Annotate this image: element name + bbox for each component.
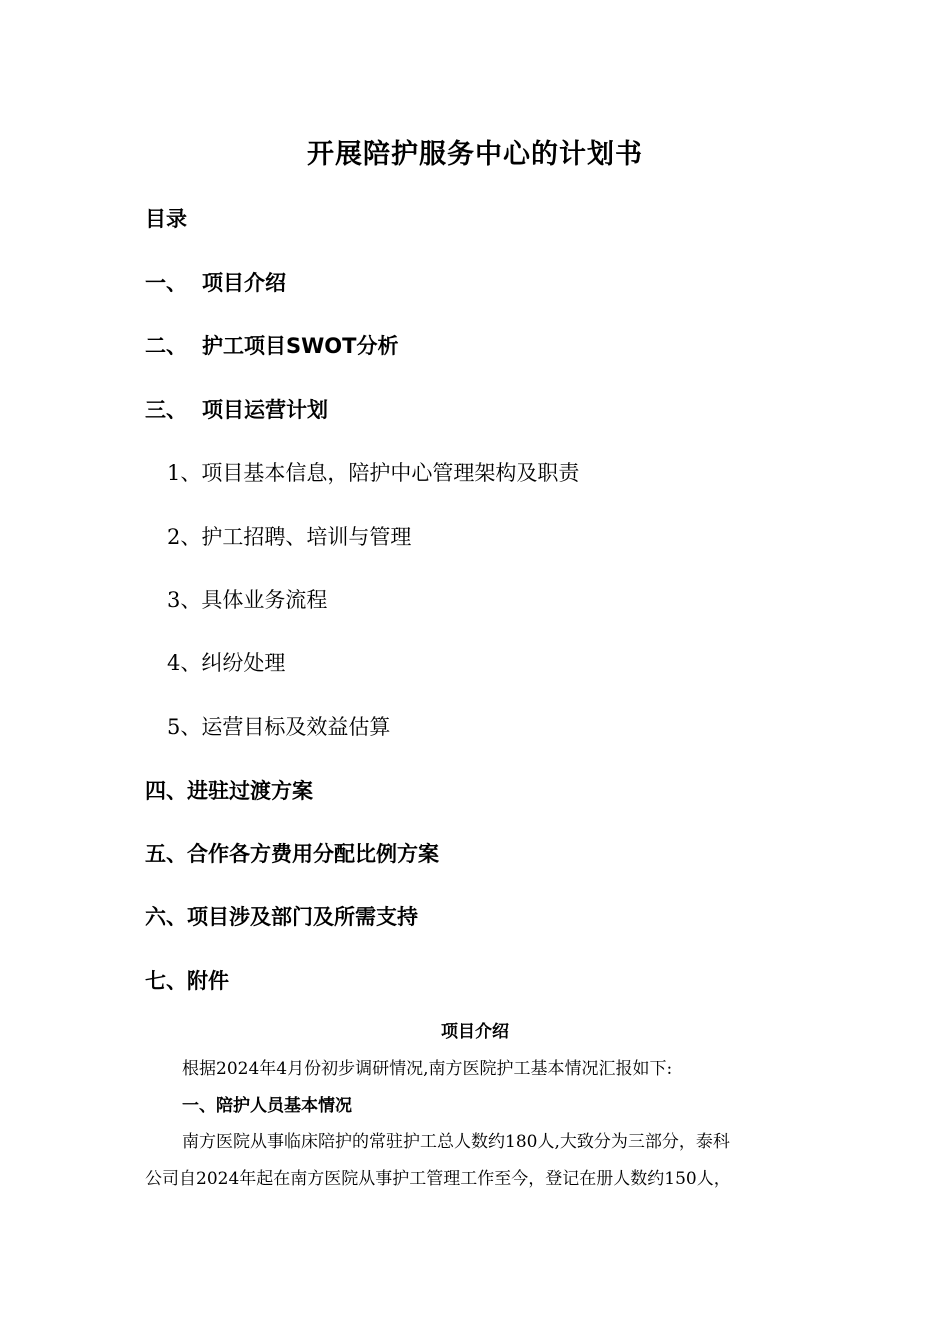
toc-subitem-3: 3、具体业务流程 <box>167 588 328 612</box>
document-title: 开展陪护服务中心的计划书 <box>307 139 643 170</box>
toc-item-number: 二、 <box>145 334 187 358</box>
body-text-line-2: 公司自2024年起在南方医院从事护工管理工作至今，登记在册人数约150人， <box>145 1169 731 1189</box>
toc-item-label: 项目介绍 <box>202 271 286 295</box>
toc-item-6: 六、项目涉及部门及所需支持 <box>145 905 418 929</box>
toc-item-number: 一、 <box>145 271 187 295</box>
toc-heading: 目录 <box>145 207 187 231</box>
toc-item-7: 七、附件 <box>145 969 229 993</box>
section-heading: 项目介绍 <box>441 1022 509 1042</box>
intro-paragraph: 根据2024年4月份初步调研情况,南方医院护工基本情况汇报如下: <box>182 1059 673 1079</box>
toc-item-2 <box>145 330 398 360</box>
toc-item-label: 护工项目SWOT分析 <box>202 334 399 358</box>
toc-item-1 <box>145 267 286 297</box>
toc-subitem-5: 5、运营目标及效益估算 <box>167 715 391 739</box>
toc-subitem-1: 1、项目基本信息，陪护中心管理架构及职责 <box>167 461 580 485</box>
toc-item-3 <box>145 394 328 424</box>
toc-item-label: 项目运营计划 <box>202 398 328 422</box>
subsection-heading: 一、陪护人员基本情况 <box>182 1096 352 1116</box>
toc-subitem-4: 4、纠纷处理 <box>167 651 286 675</box>
toc-item-5: 五、合作各方费用分配比例方案 <box>145 842 439 866</box>
body-text-line-1: 南方医院从事临床陪护的常驻护工总人数约180人,大致分为三部分，泰科 <box>182 1132 730 1152</box>
toc-subitem-2: 2、护工招聘、培训与管理 <box>167 525 412 549</box>
toc-item-number: 三、 <box>145 398 187 422</box>
toc-item-4: 四、进驻过渡方案 <box>145 779 313 803</box>
